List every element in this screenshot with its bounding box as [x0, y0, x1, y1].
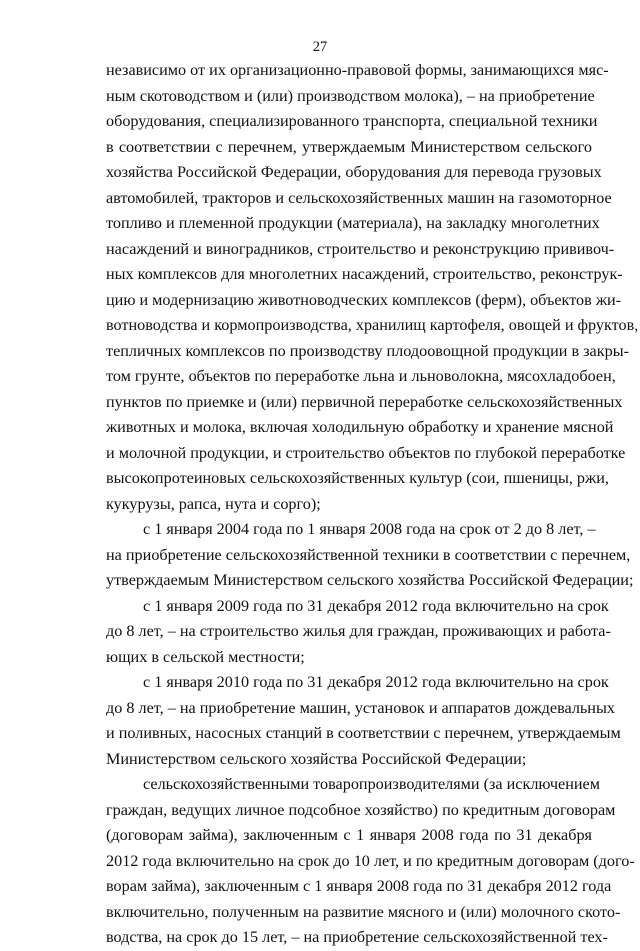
text-line: ворам займа), заключенным с 1 января 2008 года по 31 декабря 2012 года — [106, 877, 612, 895]
text-line: хозяйства Российской Федерации, оборудования для перевода грузовых — [106, 163, 602, 181]
text-line: пунктов по приемке и (или) первичной переработке сельскохозяйственных — [106, 392, 623, 411]
text-line: и молочной продукции, и строительство объектов по глубокой переработке — [106, 443, 626, 462]
text-line: с 1 января 2009 года по 31 декабря 2012 года включительно на срок — [143, 596, 609, 615]
text-line: на приобретение сельскохозяйственной техники в соответствии с перечнем, — [106, 545, 631, 564]
page-number: 27 — [312, 39, 328, 55]
text-line: включительно, полученным на развитие мясного и (или) молочного ското- — [106, 902, 621, 921]
text-line: граждан, ведущих личное подсобное хозяйство) по кредитным договорам — [106, 800, 616, 819]
text-line: независимо от их организационно-правовой формы, занимающихся мяс- — [106, 61, 609, 79]
text-line: 2012 года включительно на срок до 10 лет, и по кредитным договорам (дого- — [106, 851, 635, 870]
text-line: до 8 лет, – на строительство жилья для граждан, проживающих и работа- — [106, 622, 611, 640]
text-line: сельскохозяйственными товаропроизводителями (за исключением — [143, 775, 600, 793]
text-line: водства, на срок до 15 лет, – на приобретение сельскохозяйственной тех- — [106, 928, 608, 946]
text-line: утверждаемым Министерством сельского хозяйства Российской Федерации; — [106, 571, 634, 589]
text-line: тепличных комплексов по производству плодоовощной продукции в закры- — [106, 341, 629, 360]
text-line: с 1 января 2010 года по 31 декабря 2012 года включительно на срок — [143, 673, 609, 691]
text-line: в соответствии с перечнем, утверждаемым Министерством сельского — [106, 137, 592, 156]
text-line: (договорам займа), заключенным с 1 января 2008 года по 31 декабря — [106, 826, 592, 844]
text-line: оборудования, специализированного транспорта, специальной техники — [106, 112, 598, 130]
text-line: кукурузы, рапса, нута и сорго); — [106, 494, 321, 513]
text-line: цию и модернизацию животноводческих комплексов (ферм), объектов жи- — [106, 290, 622, 309]
text-line: с 1 января 2004 года по 1 января 2008 года на срок от 2 до 8 лет, – — [143, 520, 596, 538]
text-line: ющих в сельской местности; — [106, 647, 305, 666]
text-line: животных и молока, включая холодильную обработку и хранение мясной — [106, 418, 614, 436]
text-line: и поливных, насосных станций в соответствии с перечнем, утверждаемым — [106, 724, 621, 742]
text-line: ным скотоводством и (или) производством молока), – на приобретение — [106, 86, 595, 105]
text-line: до 8 лет, – на приобретение машин, установок и аппаратов дождевальных — [106, 698, 615, 717]
text-line: автомобилей, тракторов и сельскохозяйственных машин на газомоторное — [106, 188, 612, 207]
text-line: топливо и племенной продукции (материала), на закладку многолетних — [106, 214, 600, 232]
text-line: вотноводства и кормопроизводства, хранилищ картофеля, овощей и фруктов, — [106, 316, 639, 334]
text-line: том грунте, объектов по переработке льна и льноволокна, мясохладобоен, — [106, 367, 616, 385]
document-body — [106, 58, 639, 951]
text-line: ных комплексов для многолетних насаждений, строительство, реконструк- — [106, 265, 623, 283]
text-line: высокопротеиновых сельскохозяйственных культур (сои, пшеницы, ржи, — [106, 469, 609, 487]
text-line: насаждений и виноградников, строительство и реконструкцию прививоч- — [106, 239, 615, 258]
text-line: Министерством сельского хозяйства Российской Федерации; — [106, 749, 527, 768]
